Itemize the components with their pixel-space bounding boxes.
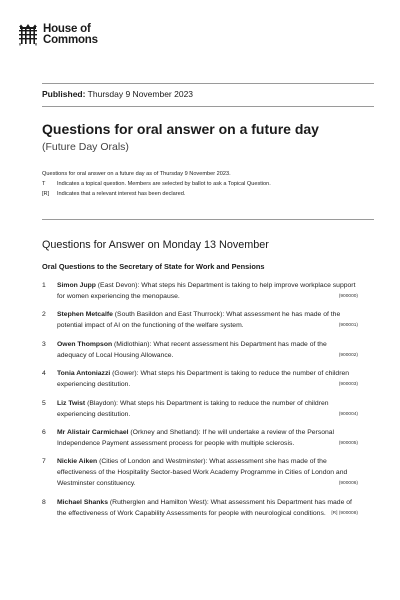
- member-name: Mr Alistair Carmichael: [57, 428, 129, 436]
- question-item: [42, 398, 358, 420]
- constituency: (Blaydon):: [87, 399, 119, 407]
- portcullis-icon: [18, 24, 38, 46]
- member-name: Simon Jupp: [57, 282, 96, 289]
- constituency: (Rutherglen and Hamilton West):: [109, 498, 209, 506]
- question-reference: (900006): [338, 481, 358, 487]
- constituency: (Gower):: [112, 370, 139, 378]
- question-text: What recent assessment his Department has made of the adequacy of Local Housing Allowance.: [57, 340, 327, 359]
- question-item: [42, 309, 358, 331]
- published-line: [42, 89, 193, 99]
- house-of-commons-logo: [18, 24, 98, 46]
- constituency: (Midlothian):: [114, 340, 152, 348]
- key-item: [42, 189, 271, 199]
- published-date: Thursday 9 November 2023: [87, 89, 194, 99]
- question-reference: (900002): [338, 352, 358, 358]
- question-number: 3: [42, 340, 46, 348]
- key-item: [42, 179, 271, 189]
- question-reference: (900001): [338, 323, 358, 329]
- question-reference: (900000): [338, 294, 358, 299]
- member-name: Tonia Antoniazzi: [57, 370, 111, 378]
- question-number: 6: [42, 428, 46, 436]
- page-title: Questions for oral answer on a future day: [42, 121, 319, 137]
- question-number: 2: [42, 311, 46, 319]
- key-text: Indicates that a relevant interest has been declared.: [57, 191, 186, 197]
- constituency: (Orkney and Shetland):: [130, 428, 201, 436]
- member-name: Liz Twist: [57, 399, 86, 407]
- question-text: What steps his Department is taking to help improve workplace support for women experiencing the menopause.: [57, 282, 356, 300]
- question-number: 5: [42, 399, 46, 407]
- question-reference: [R] (900008): [331, 510, 358, 516]
- logo-line-2: Commons: [43, 34, 98, 46]
- key-symbol: [R]: [42, 191, 50, 197]
- question-number: 7: [42, 458, 46, 466]
- page-subtitle: (Future Day Orals): [42, 141, 129, 153]
- department-heading: Oral Questions to the Secretary of State for Work and Pensions: [42, 262, 265, 271]
- logo-line-1: House of: [43, 23, 91, 35]
- question-item: [42, 339, 358, 361]
- member-name: Owen Thompson: [57, 340, 113, 348]
- question-number: 8: [42, 498, 46, 506]
- question-reference: (900003): [338, 382, 358, 388]
- member-name: Nickie Aiken: [57, 458, 98, 466]
- member-name: Stephen Metcalfe: [57, 311, 113, 319]
- question-item: [42, 368, 358, 390]
- key-symbol: T: [42, 181, 46, 187]
- question-text: What assessment he has made of the potential impact of AI on the functioning of the welfare system.: [57, 311, 341, 330]
- question-reference: (900004): [338, 411, 358, 417]
- question-text: If he will undertake a review of the Personal Independence Payment assessment process for people with multiple sclerosis.: [57, 428, 335, 447]
- divider-published: [42, 106, 374, 107]
- question-item: [42, 456, 358, 489]
- question-item: [42, 497, 358, 519]
- key-text: Indicates a topical question. Members are selected by ballot to ask a Topical Question.: [57, 181, 271, 187]
- question-text: What steps his Department is taking to reduce the number of children experiencing destitution.: [57, 399, 329, 418]
- divider-section: [42, 219, 374, 220]
- question-item: [42, 427, 358, 449]
- question-text: What assessment his Department has made of the effectiveness of Work Capability Assessments for people with neurological conditions.: [57, 498, 352, 517]
- question-number: 1: [42, 282, 46, 289]
- intro-block: [42, 169, 271, 199]
- question-number: 4: [42, 370, 46, 378]
- published-label: Published:: [42, 89, 86, 99]
- constituency: (Cities of London and Westminster):: [99, 458, 208, 466]
- question-list: [42, 280, 358, 526]
- divider-top: [42, 83, 374, 84]
- question-text: What steps his Department is taking to reduce the number of children experiencing destitution.: [57, 370, 350, 389]
- constituency: (South Basildon and East Thurrock):: [114, 311, 225, 319]
- intro-text: Questions for oral answer on a future day as of Thursday 9 November 2023.: [42, 171, 231, 177]
- question-item: [42, 280, 358, 302]
- member-name: Michael Shanks: [57, 498, 108, 506]
- question-reference: (900005): [338, 440, 358, 446]
- section-heading: Questions for Answer on Monday 13 November: [42, 239, 269, 251]
- constituency: (East Devon):: [97, 282, 140, 289]
- question-text: What assessment she has made of the effectiveness of the Hospitality Sector-based Work Academy Programme in Cities of London and Westminster constituency.: [57, 458, 348, 488]
